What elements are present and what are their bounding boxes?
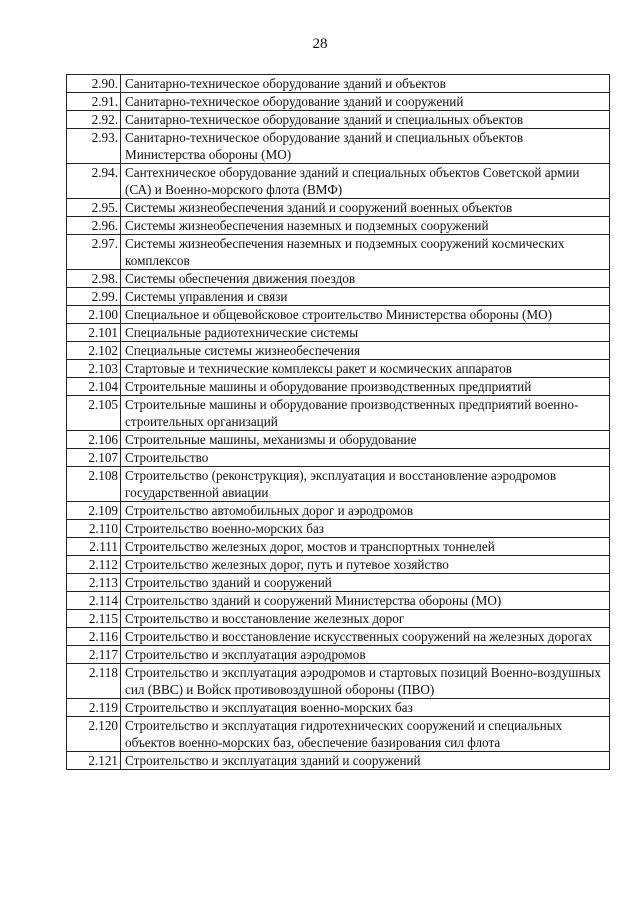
row-text: Строительство и восстановление железных дорог	[121, 610, 610, 628]
row-number: 2.117	[67, 646, 121, 664]
specialties-table	[66, 74, 610, 770]
table-row	[67, 646, 610, 664]
table-row	[67, 306, 610, 324]
table-row	[67, 75, 610, 93]
table-row	[67, 342, 610, 360]
row-number: 2.98.	[67, 270, 121, 288]
table-row	[67, 628, 610, 646]
table-row	[67, 217, 610, 235]
row-number: 2.114	[67, 592, 121, 610]
row-number: 2.119	[67, 699, 121, 717]
row-number: 2.100	[67, 306, 121, 324]
row-number: 2.102	[67, 342, 121, 360]
row-text: Строительство и эксплуатация аэродромов и стартовых позиций Военно-воздушных сил (ВВС) и Войск противовоздушной обороны (ПВО)	[121, 664, 610, 699]
row-text: Строительство и эксплуатация военно-морских баз	[121, 699, 610, 717]
row-number: 2.118	[67, 664, 121, 699]
row-number: 2.95.	[67, 199, 121, 217]
row-text: Строительство и эксплуатация гидротехнических сооружений и специальных объектов военно-морских баз, обеспечение базирования сил флота	[121, 717, 610, 752]
row-number: 2.113	[67, 574, 121, 592]
row-text: Строительные машины и оборудование производственных предприятий военно-строительных организаций	[121, 396, 610, 431]
row-text: Строительство и восстановление искусственных сооружений на железных дорогах	[121, 628, 610, 646]
row-number: 2.108	[67, 467, 121, 502]
row-text: Строительство военно-морских баз	[121, 520, 610, 538]
table-row	[67, 449, 610, 467]
row-number: 2.112	[67, 556, 121, 574]
table-row	[67, 288, 610, 306]
table-row	[67, 360, 610, 378]
row-number: 2.105	[67, 396, 121, 431]
table-row	[67, 520, 610, 538]
table-row	[67, 93, 610, 111]
row-text: Строительство и эксплуатация аэродромов	[121, 646, 610, 664]
table-row	[67, 574, 610, 592]
row-text: Санитарно-техническое оборудование зданий и объектов	[121, 75, 610, 93]
row-number: 2.115	[67, 610, 121, 628]
table-row	[67, 324, 610, 342]
table-row	[67, 164, 610, 199]
row-number: 2.97.	[67, 235, 121, 270]
table-row	[67, 129, 610, 164]
row-text: Стартовые и технические комплексы ракет и космических аппаратов	[121, 360, 610, 378]
row-text: Строительство (реконструкция), эксплуатация и восстановление аэродромов государственной авиации	[121, 467, 610, 502]
row-number: 2.99.	[67, 288, 121, 306]
row-text: Санитарно-техническое оборудование зданий и специальных объектов Министерства обороны (МО)	[121, 129, 610, 164]
row-number: 2.94.	[67, 164, 121, 199]
row-text: Специальное и общевойсковое строительство Министерства обороны (МО)	[121, 306, 610, 324]
table-row	[67, 752, 610, 770]
row-text: Строительные машины, механизмы и оборудование	[121, 431, 610, 449]
row-number: 2.109	[67, 502, 121, 520]
table-row	[67, 431, 610, 449]
table-row	[67, 396, 610, 431]
row-text: Строительные машины и оборудование производственных предприятий	[121, 378, 610, 396]
row-number: 2.104	[67, 378, 121, 396]
table-row	[67, 467, 610, 502]
row-text: Системы жизнеобеспечения наземных и подземных сооружений	[121, 217, 610, 235]
row-text: Строительство железных дорог, мостов и транспортных тоннелей	[121, 538, 610, 556]
table-row	[67, 538, 610, 556]
row-text: Системы жизнеобеспечения зданий и сооружений военных объектов	[121, 199, 610, 217]
table-row	[67, 592, 610, 610]
table-row	[67, 235, 610, 270]
row-text: Строительство железных дорог, путь и путевое хозяйство	[121, 556, 610, 574]
row-number: 2.90.	[67, 75, 121, 93]
table-row	[67, 699, 610, 717]
table-row	[67, 270, 610, 288]
row-number: 2.120	[67, 717, 121, 752]
table-row	[67, 556, 610, 574]
row-number: 2.96.	[67, 217, 121, 235]
row-text: Строительство	[121, 449, 610, 467]
row-text: Строительство зданий и сооружений Министерства обороны (МО)	[121, 592, 610, 610]
table-row	[67, 717, 610, 752]
row-number: 2.91.	[67, 93, 121, 111]
row-number: 2.106	[67, 431, 121, 449]
row-text: Санитарно-техническое оборудование зданий и специальных объектов	[121, 111, 610, 129]
row-text: Сантехническое оборудование зданий и специальных объектов Советской армии (СА) и Военно-морского флота (ВМФ)	[121, 164, 610, 199]
row-number: 2.93.	[67, 129, 121, 164]
row-number: 2.110	[67, 520, 121, 538]
row-number: 2.121	[67, 752, 121, 770]
row-text: Специальные радиотехнические системы	[121, 324, 610, 342]
row-number: 2.116	[67, 628, 121, 646]
row-number: 2.107	[67, 449, 121, 467]
table-row	[67, 111, 610, 129]
row-text: Системы жизнеобеспечения наземных и подземных сооружений космических комплексов	[121, 235, 610, 270]
row-number: 2.103	[67, 360, 121, 378]
row-text: Строительство автомобильных дорог и аэродромов	[121, 502, 610, 520]
page-number: 28	[312, 36, 328, 52]
table-row	[67, 664, 610, 699]
row-text: Строительство зданий и сооружений	[121, 574, 610, 592]
row-number: 2.111	[67, 538, 121, 556]
row-text: Строительство и эксплуатация зданий и сооружений	[121, 752, 610, 770]
table-row	[67, 378, 610, 396]
row-text: Специальные системы жизнеобеспечения	[121, 342, 610, 360]
table-row	[67, 199, 610, 217]
row-number: 2.92.	[67, 111, 121, 129]
row-text: Системы управления и связи	[121, 288, 610, 306]
row-number: 2.101	[67, 324, 121, 342]
table-row	[67, 502, 610, 520]
table-row	[67, 610, 610, 628]
row-text: Системы обеспечения движения поездов	[121, 270, 610, 288]
row-text: Санитарно-техническое оборудование зданий и сооружений	[121, 93, 610, 111]
